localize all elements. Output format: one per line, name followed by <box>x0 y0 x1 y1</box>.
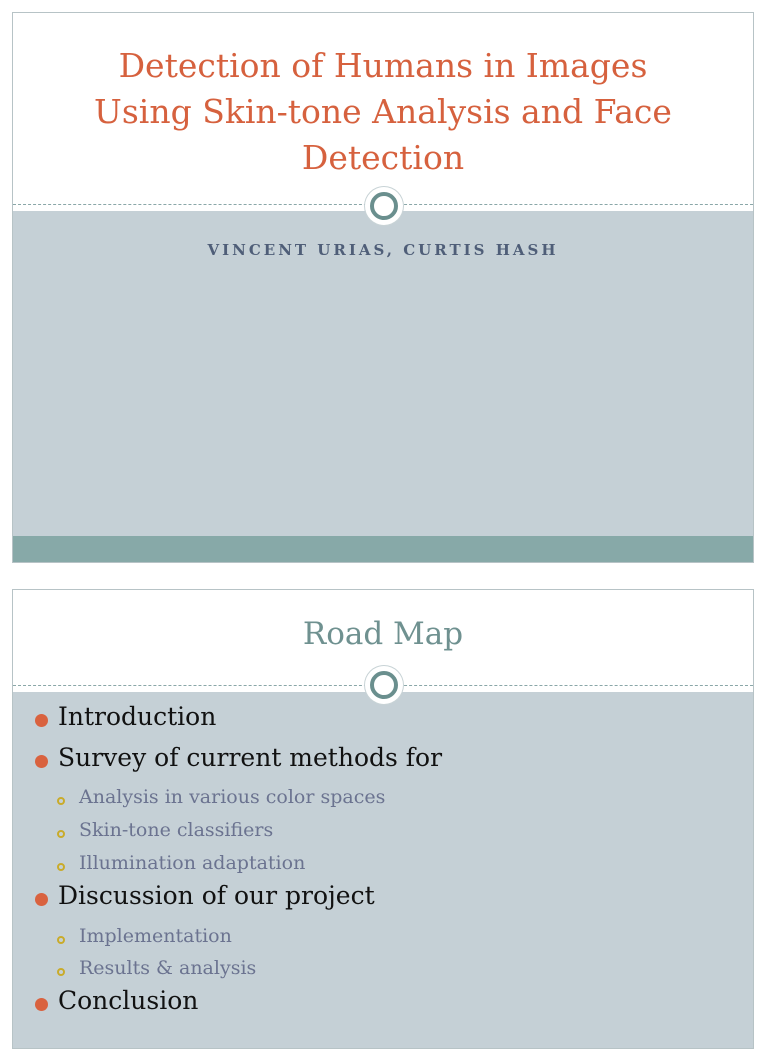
bullet-text: Skin-tone classifiers <box>79 819 274 841</box>
divider-ring-icon <box>365 187 403 225</box>
bullet-text: Conclusion <box>58 986 199 1015</box>
title-line-3: Detection <box>301 138 465 177</box>
footer-band <box>13 536 753 562</box>
bullet-circle-icon <box>57 797 65 805</box>
bullet-text: Introduction <box>58 702 217 731</box>
road-map-slide <box>12 589 754 1049</box>
title-area <box>13 13 753 204</box>
title-line-1: Detection of Humans in Images <box>118 46 648 85</box>
bullet-text: Analysis in various color spaces <box>79 786 386 808</box>
bullet-circle-icon <box>57 830 65 838</box>
content-panel <box>13 211 753 536</box>
slide-title: Road Map <box>302 616 464 652</box>
bullet-text: Discussion of our project <box>58 881 375 910</box>
divider-ring-icon <box>365 666 403 704</box>
bullet-dot-icon <box>35 893 48 906</box>
bullet-dot-icon <box>35 755 48 768</box>
authors-subtitle: VINCENT URIAS, CURTIS HASH <box>207 241 559 259</box>
bullet-circle-icon <box>57 863 65 871</box>
bullet-circle-icon <box>57 936 65 944</box>
presentation-title <box>53 43 713 181</box>
bullet-text: Implementation <box>79 925 232 947</box>
title-line-2: Using Skin-tone Analysis and Face <box>94 92 672 131</box>
bullet-dot-icon <box>35 714 48 727</box>
bullet-text: Illumination adaptation <box>79 852 306 874</box>
bullet-text: Results & analysis <box>79 957 257 979</box>
bullet-dot-icon <box>35 998 48 1011</box>
title-slide <box>12 12 754 563</box>
bullet-text: Survey of current methods for <box>58 743 443 772</box>
content-panel <box>13 692 753 1048</box>
bullet-circle-icon <box>57 968 65 976</box>
